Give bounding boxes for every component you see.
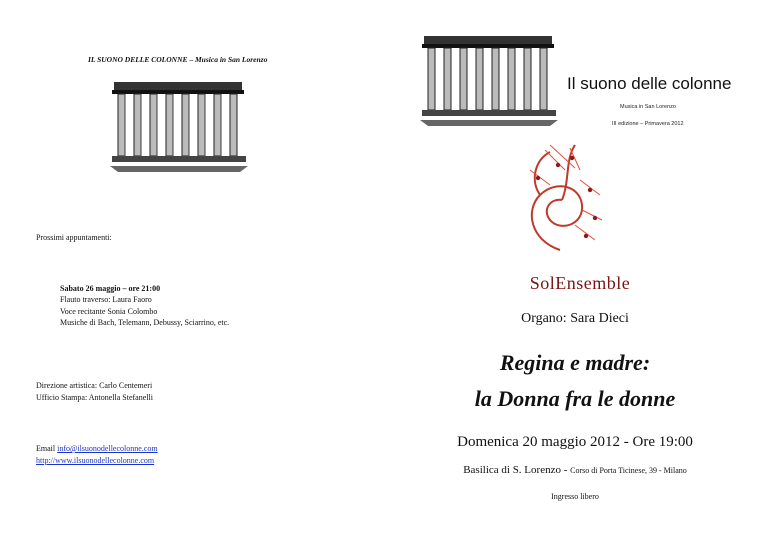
entry-note: Ingresso libero <box>551 492 599 501</box>
email-link[interactable]: info@ilsuonodellecolonne.com <box>57 444 158 453</box>
event-line: Voce recitante Sonia Colombo <box>60 306 158 316</box>
treble-clef-swirl-logo-icon <box>520 140 606 258</box>
colonnade-engraving-icon <box>110 76 248 172</box>
website-link[interactable]: http://www.ilsuonodellecolonne.com <box>36 455 155 465</box>
event-title: Sabato 26 maggio – ore 21:00 <box>60 284 161 293</box>
contacts <box>36 443 158 466</box>
venue-address: Corso di Porta Ticinese, 39 - Milano <box>570 466 687 475</box>
series-subtitle: Musica in San Lorenzo <box>620 104 676 110</box>
left-header: IL SUONO DELLE COLONNE – Musica in San Lorenzo <box>88 55 268 64</box>
press-office: Ufficio Stampa: Antonella Stefanelli <box>36 392 153 402</box>
concert-title-line2: la Donna fra le donne <box>474 386 676 411</box>
concert-date: Domenica 20 maggio 2012 - Ore 19:00 <box>457 434 693 450</box>
email-prefix: Email <box>36 444 58 453</box>
series-title: Il suono delle colonne <box>567 74 732 93</box>
event-line: Musiche di Bach, Telemann, Debussy, Sciarrino, etc. <box>60 317 230 327</box>
colonnade-engraving-icon <box>420 30 558 126</box>
venue-name: Basilica di S. Lorenzo - <box>463 464 571 476</box>
edition-label: III edizione – Primavera 2012 <box>612 121 684 127</box>
upcoming-label: Prossimi appuntamenti: <box>36 233 112 242</box>
organist: Organo: Sara Dieci <box>521 311 629 326</box>
artistic-director: Direzione artistica: Carlo Centemeri <box>36 381 153 390</box>
ensemble-logo: SolEnsemble <box>529 273 631 293</box>
upcoming-event <box>60 283 229 328</box>
venue <box>410 464 740 476</box>
concert-title-line1: Regina e madre: <box>499 350 651 375</box>
credits <box>36 380 153 403</box>
event-line: Flauto traverso: Laura Faoro <box>60 295 152 305</box>
